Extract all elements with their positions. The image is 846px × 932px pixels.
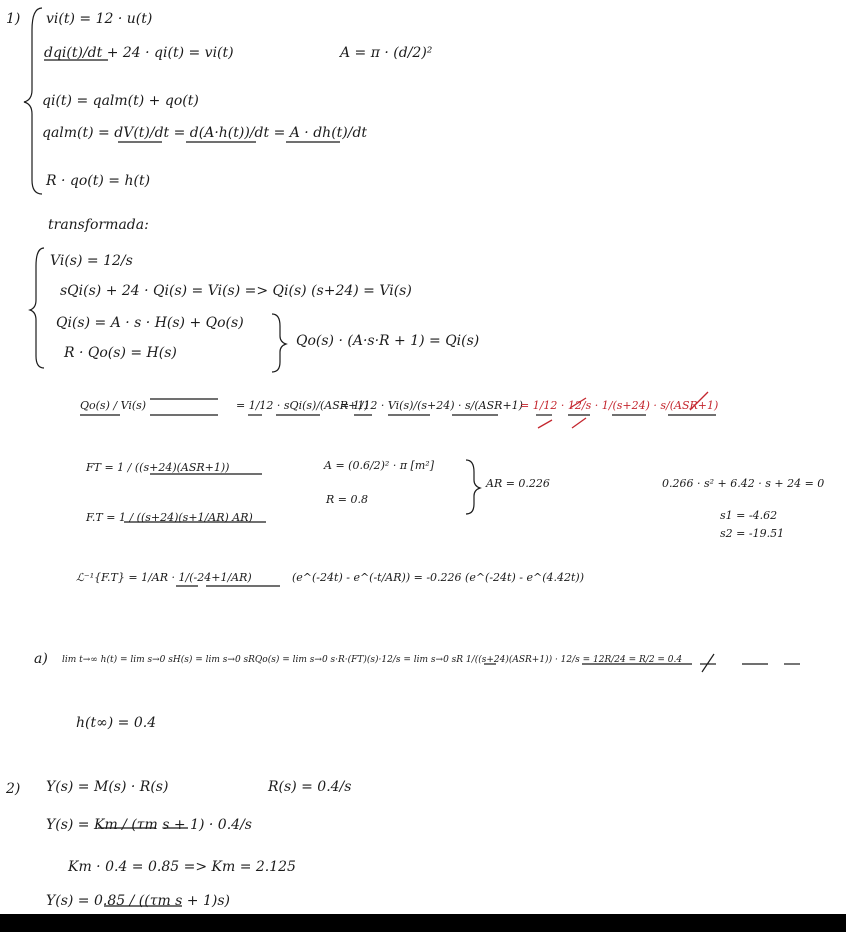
section-1-number: 1) (6, 11, 21, 27)
ft-line-1: FT = 1 / ((s+24)(ASR+1)) (86, 461, 230, 474)
area-value: A = (0.6/2)² · π [m²] (324, 459, 434, 472)
laplace-eq-1: Vi(s) = 12/s (50, 253, 133, 269)
inverse-lhs: ℒ⁻¹{F.T} = 1/AR · 1/(-24+1/AR) (76, 571, 252, 584)
r-value: R = 0.8 (326, 493, 368, 506)
y-expression: Y(s) = Km / (τm s + 1) · 0.4/s (46, 817, 252, 833)
brace-right-1 (272, 314, 286, 372)
ratio-step-1: = 1/12 · sQi(s)/(ASR+1) (236, 399, 369, 412)
laplace-eq-4: R · Qo(s) = H(s) (64, 345, 177, 361)
bottom-black-bar (0, 914, 846, 932)
ratio-lhs: Qo(s) / Vi(s) (80, 399, 147, 412)
section-a-label: a) (34, 651, 48, 667)
limit-result: h(t∞) = 0.4 (76, 715, 157, 731)
system-eq-5: R · qo(t) = h(t) (46, 173, 151, 189)
ratio-step-2: = 1/12 · Vi(s)/(s+24) · s/(ASR+1) (340, 399, 523, 412)
ratio-step-3: = 1/12 · 12/s · 1/(s+24) · s/(ASR+1) (520, 399, 719, 412)
brace-result: Qo(s) · (A·s·R + 1) = Qi(s) (296, 333, 480, 349)
r-definition: R(s) = 0.4/s (268, 779, 352, 795)
transform-label: transformada: (48, 217, 149, 233)
section-2-number: 2) (6, 781, 21, 797)
limit-chain: lim t→∞ h(t) = lim s→0 sH(s) = lim s→0 sRQo(s) = lim s→0 s·R·(FT)(s)·12/s = lim s→0 sR 1/((s+24)(ASR+1)) · 12/s = 12R/24 = R/2 = 0.4 (62, 655, 683, 665)
area-formula: A = π · (d/2)² (340, 45, 433, 61)
system-eq-2: dqi(t)/dt + 24 · qi(t) = vi(t) (44, 45, 234, 61)
root-1: s1 = -4.62 (720, 509, 778, 522)
ft-line-2: F.T = 1 / ((s+24)(s+1/AR) AR) (86, 511, 253, 524)
laplace-eq-3: Qi(s) = A · s · H(s) + Qo(s) (56, 315, 244, 331)
brace-system-2 (30, 248, 44, 368)
root-2: s2 = -19.51 (720, 527, 785, 540)
laplace-eq-2: sQi(s) + 24 · Qi(s) = Vi(s) => Qi(s) (s+24) = Vi(s) (60, 283, 412, 299)
system-eq-4: qalm(t) = dV(t)/dt = d(A·h(t))/dt = A · dh(t)/dt (42, 125, 368, 141)
brace-system-1 (24, 8, 42, 194)
inverse-rhs: (e^(-24t) - e^(-t/AR)) = -0.226 (e^(-24t) - e^(4.42t)) (292, 571, 584, 584)
y-definition: Y(s) = M(s) · R(s) (46, 779, 169, 795)
y-final: Y(s) = 0.85 / ((τm s + 1)s) (46, 893, 230, 909)
quadratic-eq: 0.266 · s² + 6.42 · s + 24 = 0 (662, 477, 825, 490)
system-eq-1: vi(t) = 12 · u(t) (46, 11, 153, 27)
ar-value: AR = 0.226 (486, 477, 550, 490)
system-eq-3: qi(t) = qalm(t) + qo(t) (42, 93, 199, 109)
brace-right-2 (466, 460, 480, 514)
km-line: Km · 0.4 = 0.85 => Km = 2.125 (68, 859, 296, 875)
